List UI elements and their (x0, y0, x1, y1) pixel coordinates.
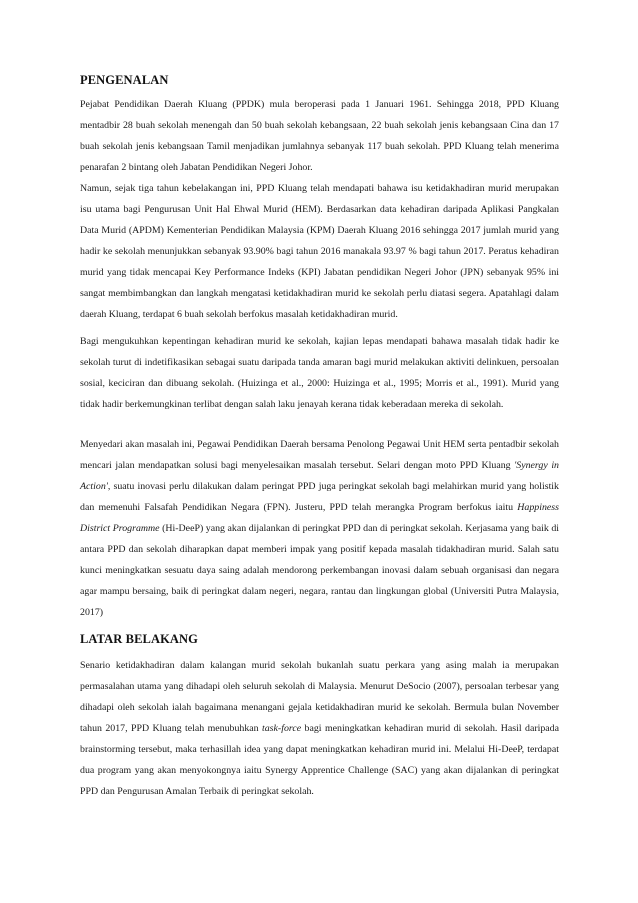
paragraph-text: bagi meningkatkan kehadiran murid di sekolah. Hasil daripada brainstorming tersebut, maka terhasillah idea yang dapat meningkatkan kehadiran murid ini. Melalui Hi-DeeP, terdapat dua program yang akan menyokongnya iaitu Synergy Apprentice Challenge (SAC) yang akan dijalankan di peringkat PPD dan Pengurusan Amalan Terbaik di peringkat sekolah. (80, 723, 559, 797)
paragraph-pengenalan-3: Bagi mengukuhkan kepentingan kehadiran murid ke sekolah, kajian lepas mendapati bahawa masalah tidak hadir ke sekolah turut di indetifikasikan sebagai suatu daripada tanda amaran bagi murid melakukan aktiviti delinkuen, persoalan sosial, keciciran dan dibuang sekolah. (Huizinga et al., 2000: Huizinga et al., 1995; Morris et al., 1991). Murid yang tidak hadir berkemungkinan terlibat dengan salah laku jenayah kerana tidak keberadaan mereka di sekolah. (80, 336, 559, 410)
section-title-latar-belakang: LATAR BELAKANG (80, 632, 198, 646)
paragraph-latar-belakang-1 (80, 655, 559, 802)
program-name: Happiness District Programme (80, 502, 559, 534)
paragraph-text: Senario ketidakhadiran dalam kalangan murid sekolah bukanlah suatu perkara yang asing malah ia merupakan permasalahan utama yang dihadapi oleh seluruh sekolah di Malaysia. Menurut DeSocio (2007), persoalan terbesar yang dihadapi oleh sekolah ialah bagaimana menangani gejala ketidakhadiran murid ke sekolah. Bermula bulan November tahun 2017, PPD Kluang telah menubuhkan (80, 660, 559, 734)
motto-text: 'Synergy in Action' (80, 460, 559, 492)
task-force-term: task-force (262, 723, 302, 734)
section-title-pengenalan: PENGENALAN (80, 73, 169, 87)
paragraph-pengenalan-1: Pejabat Pendidikan Daerah Kluang (PPDK) mula beroperasi pada 1 Januari 1961. Sehingga 2018, PPD Kluang mentadbir 28 buah sekolah menengah dan 50 buah sekolah kebangsaan, 22 buah sekolah jenis kebangsaan Cina dan 17 buah sekolah jenis kebangsaan Tamil menjadikan jumlahnya sebanyak 117 buah sekolah. PPD Kluang telah menerima penarafan 2 bintang oleh Jabatan Pendidikan Negeri Johor. (80, 99, 559, 173)
paragraph-text: , suatu inovasi perlu dilakukan dalam peringat PPD juga peringkat sekolah bagi melahirkan murid yang holistik dan memenuhi Falsafah Pendidikan Negara (FPN). Justeru, PPD telah merangka Program berfokus iaitu (80, 481, 559, 513)
paragraph-pengenalan-4 (80, 434, 559, 623)
paragraph-text: Menyedari akan masalah ini, Pegawai Pendidikan Daerah bersama Penolong Pegawai Unit HEM serta pentadbir sekolah mencari jalan mendapatkan solusi bagi menyelesaikan masalah tersebut. Selari dengan moto PPD Kluang (80, 439, 559, 471)
paragraph-text: (Hi-DeeP) yang akan dijalankan di peringkat PPD dan di peringkat sekolah. Kerjasama yang baik di antara PPD dan sekolah diharapkan dapat memberi impak yang positif kepada masalah tidakhadiran murid. Salah satu kunci meningkatkan sesuatu daya saing adalah mendorong perkembangan inovasi dalam sebuah organisasi dan negara agar mampu bersaing, baik di peringkat dalam negeri, negara, rantau dan lingkungan global (Universiti Putra Malaysia, 2017) (80, 523, 559, 618)
paragraph-pengenalan-2: Namun, sejak tiga tahun kebelakangan ini, PPD Kluang telah mendapati bahawa isu ketidakhadiran murid merupakan isu utama bagi Pengurusan Unit Hal Ehwal Murid (HEM). Berdasarkan data kehadiran daripada Aplikasi Pangkalan Data Murid (APDM) Kementerian Pendidikan Malaysia (KPM) Daerah Kluang 2016 sehingga 2017 jumlah murid yang hadir ke sekolah menunjukkan sebanyak 93.90% bagi tahun 2016 manakala 93.97 % bagi tahun 2017. Peratus kehadiran murid yang tidak mencapai Key Performance Indeks (KPI) Jabatan pendidikan Negeri Johor (JPN) sebanyak 95% ini sangat membimbangkan dan langkah mengatasi ketidakhadiran murid ke sekolah perlu diatasi segera. Apatahlagi dalam daerah Kluang, terdapat 6 buah sekolah berfokus masalah ketidakhadiran murid. (80, 183, 559, 320)
